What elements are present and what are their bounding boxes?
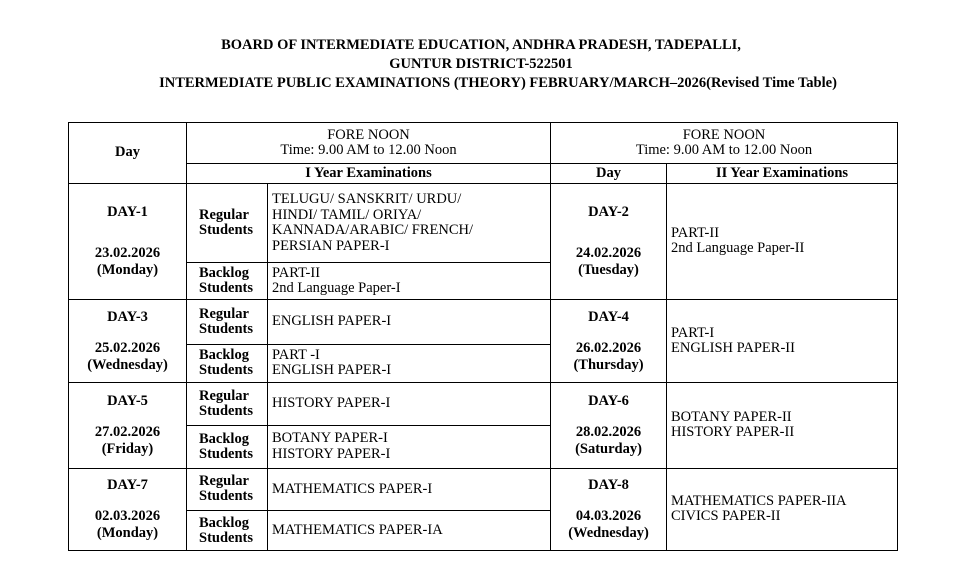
day-weekday: (Wednesday) (568, 524, 649, 541)
subject-line: TELUGU/ SANSKRIT/ URDU/ (272, 191, 462, 208)
students-label-line: Students (199, 403, 253, 420)
subject-line: BOTANY PAPER-I (272, 430, 388, 447)
day-weekday: (Wednesday) (87, 356, 168, 373)
regular-label-line: Regular (199, 207, 249, 224)
regular-label-line: Regular (199, 388, 249, 405)
day-number: DAY-7 (107, 476, 148, 493)
second-year-subject (667, 299, 898, 382)
right-session-label: FORE NOON (682, 126, 766, 143)
right-session-header (551, 123, 898, 164)
backlog-students-label (187, 425, 268, 468)
day-number: DAY-3 (107, 308, 148, 325)
second-year-subject (667, 383, 898, 468)
subject-line: MATHEMATICS PAPER-I (272, 480, 433, 497)
day-cell (69, 468, 187, 550)
subject-line: HINDI/ TAMIL/ ORIYA/ (272, 206, 422, 223)
day-weekday: (Monday) (96, 524, 159, 541)
students-label-line: Students (199, 529, 253, 546)
backlog-subject (268, 263, 551, 300)
second-day-cell (551, 299, 667, 382)
second-day-cell (551, 183, 667, 299)
subject-line: HISTORY PAPER-II (671, 424, 795, 441)
table-row (69, 468, 898, 511)
subject-line: HISTORY PAPER-I (272, 395, 391, 412)
day-date: 23.02.2026 (94, 244, 161, 261)
subject-line: PERSIAN PAPER-I (272, 237, 390, 254)
exam-timetable (68, 122, 898, 551)
day-number: DAY-4 (588, 308, 629, 325)
subject-line: BOTANY PAPER-II (671, 408, 792, 425)
subject-line: MATHEMATICS PAPER-IA (272, 521, 443, 538)
students-label-line: Students (199, 445, 253, 462)
header-line-exam-title: INTERMEDIATE PUBLIC EXAMINATIONS (THEORY) FEBRUARY/MARCH–2026(Revised Time Table) (159, 75, 837, 91)
backlog-subject (268, 425, 551, 468)
day-number: DAY-2 (588, 203, 629, 220)
day-date: 04.03.2026 (575, 507, 642, 524)
document-header (0, 36, 962, 93)
subject-line: PART-II (272, 264, 321, 281)
day-weekday: (Monday) (96, 261, 159, 278)
backlog-students-label (187, 511, 268, 551)
students-label-line: Students (199, 488, 253, 505)
subject-line: PART -I (272, 346, 320, 363)
regular-students-label (187, 468, 268, 511)
backlog-subject (268, 344, 551, 383)
day-date: 24.02.2026 (575, 244, 642, 261)
left-session-time: Time: 9.00 AM to 12.00 Noon (280, 141, 457, 158)
regular-subject (268, 383, 551, 426)
subject-line: 2nd Language Paper-I (272, 280, 401, 297)
day-weekday: (Tuesday) (578, 261, 639, 278)
header-line-board: BOARD OF INTERMEDIATE EDUCATION, ANDHRA PRADESH, TADEPALLI, (221, 37, 741, 53)
subject-line: MATHEMATICS PAPER-IIA (671, 492, 847, 509)
regular-label-line: Regular (199, 305, 249, 322)
second-day-cell (551, 468, 667, 550)
regular-students-label (187, 383, 268, 426)
students-label-line: Students (199, 320, 253, 337)
day-weekday: (Friday) (101, 440, 154, 457)
second-year-subject (667, 183, 898, 299)
subject-line: PART-II (671, 224, 720, 241)
day-date: 02.03.2026 (94, 507, 161, 524)
day-date: 26.02.2026 (575, 339, 642, 356)
day-number: DAY-6 (588, 392, 629, 409)
day-number: DAY-8 (588, 476, 629, 493)
day-cell (69, 383, 187, 468)
backlog-students-label (187, 263, 268, 300)
first-year-header: I Year Examinations (187, 163, 551, 183)
backlog-label-line: Backlog (199, 265, 249, 282)
backlog-students-label (187, 344, 268, 383)
backlog-label-line: Backlog (199, 430, 249, 447)
day-weekday: (Saturday) (575, 440, 642, 457)
left-session-header (187, 123, 551, 164)
second-year-header: II Year Examinations (667, 163, 898, 183)
students-label-line: Students (199, 362, 253, 379)
regular-label-line: Regular (199, 473, 249, 490)
students-label-line: Students (199, 222, 253, 239)
table-row (69, 383, 898, 426)
regular-students-label (187, 183, 268, 262)
column-header-row (69, 163, 898, 183)
day-date: 28.02.2026 (575, 423, 642, 440)
day-weekday: (Thursday) (573, 356, 644, 373)
second-year-subject (667, 468, 898, 550)
regular-subject (268, 183, 551, 262)
regular-subject (268, 468, 551, 511)
second-day-cell (551, 383, 667, 468)
day-number: DAY-5 (107, 392, 148, 409)
subject-line: CIVICS PAPER-II (671, 508, 781, 525)
subject-line: 2nd Language Paper-II (671, 240, 805, 257)
day-date: 27.02.2026 (94, 423, 161, 440)
backlog-subject (268, 511, 551, 551)
day-number: DAY-1 (107, 203, 148, 220)
subject-line: ENGLISH PAPER-II (671, 340, 795, 357)
day-date: 25.02.2026 (94, 339, 161, 356)
subject-line: KANNADA/ARABIC/ FRENCH/ (272, 222, 474, 239)
subject-line: ENGLISH PAPER-I (272, 312, 392, 329)
subject-line: ENGLISH PAPER-I (272, 362, 392, 379)
day-column-header: Day (69, 123, 187, 184)
table-row (69, 299, 898, 344)
session-header-row (69, 123, 898, 164)
header-line-district: GUNTUR DISTRICT-522501 (389, 56, 573, 72)
students-label-line: Students (199, 280, 253, 297)
day-cell (69, 183, 187, 299)
left-session-label: FORE NOON (327, 126, 410, 143)
day-cell (69, 299, 187, 382)
regular-subject (268, 299, 551, 344)
backlog-label-line: Backlog (199, 347, 249, 364)
regular-students-label (187, 299, 268, 344)
right-day-header: Day (551, 163, 667, 183)
right-session-time: Time: 9.00 AM to 12.00 Noon (635, 141, 813, 158)
table-row (69, 183, 898, 262)
subject-line: HISTORY PAPER-I (272, 445, 391, 462)
subject-line: PART-I (671, 324, 715, 341)
backlog-label-line: Backlog (199, 514, 249, 531)
